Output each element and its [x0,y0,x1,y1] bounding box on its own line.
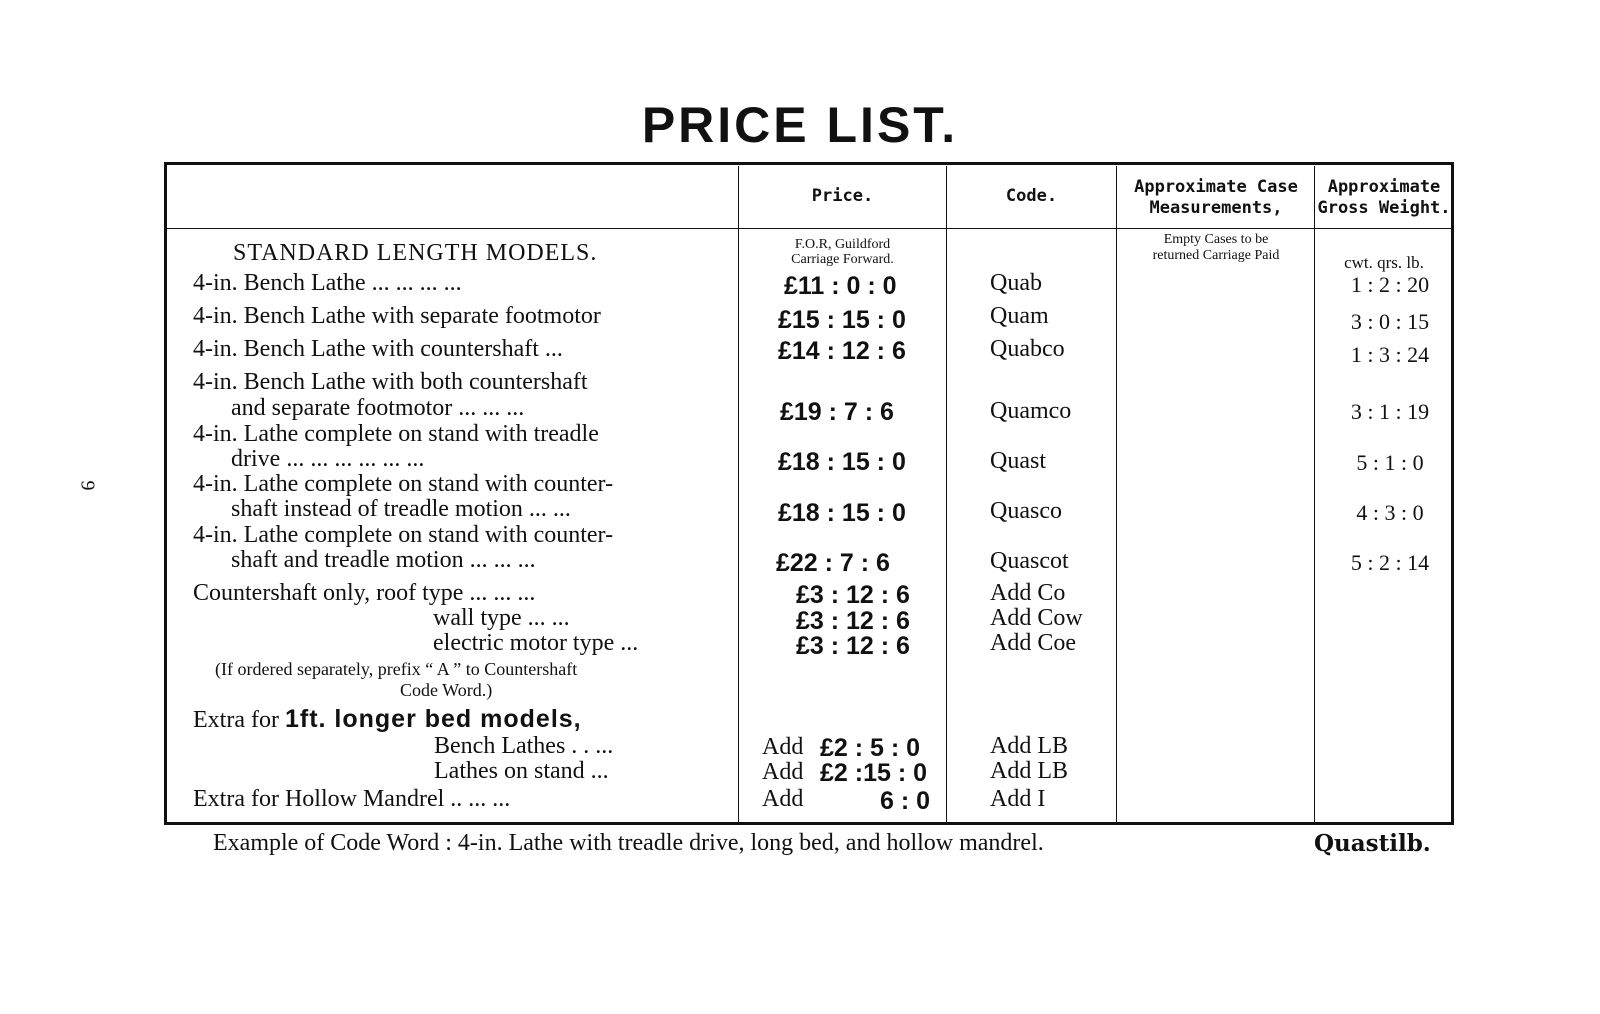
row-2-price: £15 : 15 : 0 [778,306,906,334]
countershaft-note-line-1: (If ordered separately, prefix “ A ” to Countershaft [215,659,578,679]
code-word-example-code: Quastilb. [1314,830,1431,857]
extra-hollow-mandrel: Extra for Hollow Mandrel .. ... ... [193,786,511,812]
row-1-code: Quab [990,270,1042,296]
row-6-code: Quasco [990,498,1062,524]
row-5-price: £18 : 15 : 0 [778,448,906,476]
extra-bench-lathes: Bench Lathes . . ... [434,733,614,759]
column-divider-case [1116,166,1117,822]
price-column-header: Price. [811,186,874,206]
countershaft-electric-code: Add Coe [990,630,1076,656]
row-3-price: £14 : 12 : 6 [778,337,906,365]
row-3-code: Quabco [990,336,1065,362]
price-note-line-2: Carriage Forward. [791,252,894,267]
row-4-code: Quamco [990,398,1072,424]
countershaft-electric-price: £3 : 12 : 6 [796,632,910,660]
countershaft-roof-code: Add Co [990,580,1066,606]
row-4-price: £19 : 7 : 6 [780,398,894,426]
row-4-weight: 3 : 1 : 19 [1350,399,1430,424]
extra-bench-add-word: Add [762,734,804,760]
countershaft-electric-type: electric motor type ... [433,630,639,656]
code-word-example: Example of Code Word : 4-in. Lathe with treadle drive, long bed, and hollow mandrel. [213,830,1044,856]
extra-hollow-add-word: Add [762,786,804,812]
extra-stand-price: £2 :15 : 0 [820,759,928,787]
row-3-description: 4-in. Bench Lathe with countershaft ... [193,336,563,362]
table-left-rule [164,162,167,825]
case-column-header: Approximate Case Measurements, [1134,177,1298,218]
extra-longer-bed [193,706,582,733]
weight-units: cwt. qrs. lb. [1344,253,1424,272]
column-divider-code [946,166,947,822]
row-7-weight: 5 : 2 : 14 [1350,550,1430,575]
row-6-description-line-2: shaft instead of treadle motion ... ... [231,496,571,522]
row-2-code: Quam [990,303,1049,329]
price-note-line-1: F.O.R, Guildford [794,237,891,252]
countershaft-roof-type: Countershaft only, roof type ... ... ... [193,580,536,606]
extra-longer-prefix: Extra for [193,707,279,733]
row-7-description-line-1: 4-in. Lathe complete on stand with counter- [193,522,614,548]
extra-stand-add-word: Add [762,759,804,785]
row-5-description-line-1: 4-in. Lathe complete on stand with treadle [193,421,599,447]
countershaft-roof-price: £3 : 12 : 6 [796,581,910,609]
row-1-price: £11 : 0 : 0 [784,272,897,300]
extra-longer-bold: 1ft. longer bed models, [284,705,582,733]
extra-hollow-code: Add I [990,786,1046,812]
weight-column-header: Approximate Gross Weight. [1317,177,1451,218]
code-column-header: Code. [1005,186,1058,206]
case-note-line-1: Empty Cases to be [1163,232,1269,247]
row-6-weight: 4 : 3 : 0 [1356,500,1424,525]
extra-bench-price: £2 : 5 : 0 [820,734,921,762]
row-3-weight: 1 : 3 : 24 [1350,342,1430,367]
countershaft-wall-price: £3 : 12 : 6 [796,607,910,635]
page-number: 9 [76,480,99,491]
section-heading: STANDARD LENGTH MODELS. [233,240,598,266]
row-2-description: 4-in. Bench Lathe with separate footmotor [193,303,601,329]
column-divider-weight [1314,166,1315,822]
extra-lathes-on-stand: Lathes on stand ... [434,758,609,784]
extra-bench-code: Add LB [990,733,1068,759]
row-1-weight: 1 : 2 : 20 [1350,272,1430,297]
row-5-description-line-2: drive ... ... ... ... ... ... [231,446,425,472]
page-title: PRICE LIST. [641,97,959,153]
row-4-description-line-1: 4-in. Bench Lathe with both countershaft [193,369,588,395]
row-2-weight: 3 : 0 : 15 [1350,309,1430,334]
countershaft-note-line-2: Code Word.) [400,680,493,700]
table-top-rule [164,162,1454,165]
row-1-description: 4-in. Bench Lathe ... ... ... ... [193,270,462,296]
countershaft-wall-code: Add Cow [990,605,1083,631]
row-7-price: £22 : 7 : 6 [776,549,890,577]
row-4-description-line-2: and separate footmotor ... ... ... [231,395,525,421]
row-7-description-line-2: shaft and treadle motion ... ... ... [231,547,536,573]
row-7-code: Quascot [990,548,1069,574]
header-rule [167,228,1451,229]
row-5-code: Quast [990,448,1046,474]
row-5-weight: 5 : 1 : 0 [1356,450,1424,475]
extra-stand-code: Add LB [990,758,1068,784]
case-note-line-2: returned Carriage Paid [1152,248,1280,263]
row-6-price: £18 : 15 : 0 [778,499,906,527]
extra-hollow-price: 6 : 0 [880,787,931,815]
row-6-description-line-1: 4-in. Lathe complete on stand with counter- [193,471,614,497]
table-bottom-rule [164,822,1454,825]
countershaft-wall-type: wall type ... ... [433,605,570,631]
